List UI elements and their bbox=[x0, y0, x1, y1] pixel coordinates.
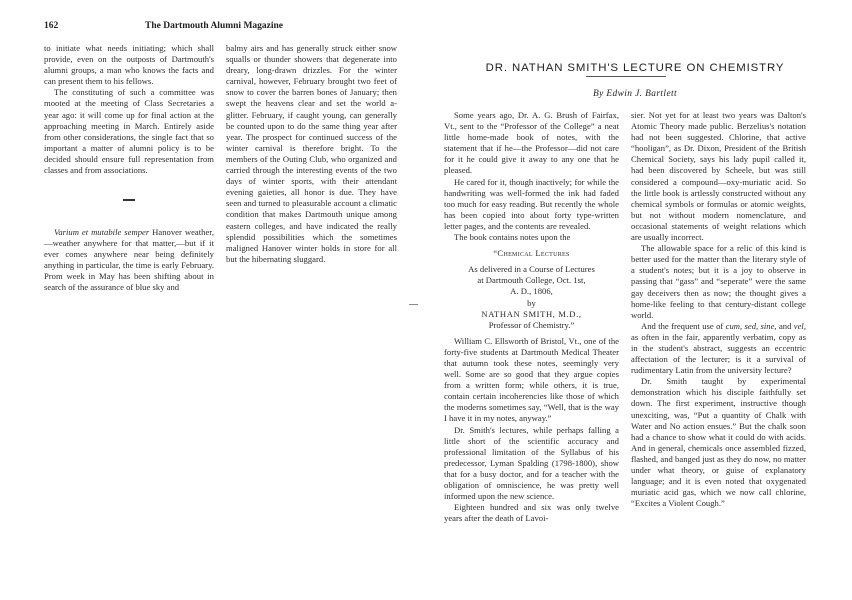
paragraph: Eighteen hundred and six was only twelve years after the death of Lavoi- bbox=[444, 502, 619, 524]
paragraph: Dr. Smith's lectures, while perhaps falling a little short of the scientific accuracy and professional limitation of the Syllabus of his predecessor, Lyman Spalding (1798-1800), show that for a busy doctor, and for a teacher with the obligation of omniscience, he was pretty well informed upon the new science. bbox=[444, 424, 619, 502]
paragraph: The constituting of such a committee was mooted at the meeting of Class Secretaries a year ago: it will come up for final action at the approaching meeting in March. Entirely aside from other considerations, the single fact that so important a matter of alumni policy is to be decided should ensure full representation from classes and from associations. bbox=[44, 87, 214, 176]
lecture-title-block bbox=[444, 248, 619, 331]
latin-word: vel, bbox=[793, 320, 806, 331]
paragraph: The book contains notes upon the bbox=[454, 232, 571, 243]
left-page-column-2 bbox=[226, 43, 397, 265]
paragraph: Some years ago, Dr. A. G. Brush of Fairfax, Vt., sent to the “Professor of the College” a neat little home-made book of notes, with the statement that if he—the Professor—did not care for it he could give it away to any one that he pleased. bbox=[444, 110, 619, 176]
article-title: DR. NATHAN SMITH'S LECTURE ON CHEMISTRY bbox=[485, 61, 785, 74]
latin-words: cum, sed, sine, bbox=[725, 320, 777, 331]
quote-heading: “Chemical Lectures bbox=[493, 248, 570, 259]
magazine-title: The Dartmouth Alumni Magazine bbox=[145, 21, 284, 31]
right-page-column-2 bbox=[631, 110, 806, 509]
quote-line: Professor of Chemistry.” bbox=[488, 319, 575, 330]
paragraph-text: as often in the fair, apparently verbatim, copy as in the student's abstract, suggests an eccentric affectation of the lecturer; is it a survival of rudimentary Latin from the university lecture? bbox=[631, 331, 806, 376]
paragraph-text: Hanover weather,—weather anywhere for that matter,—but if it ever comes anywhere near being definitely anything in particular, the time is early February. Prom week in May has been shifting about in search of the assurance of blue sky and bbox=[44, 226, 214, 293]
right-page-column-1 bbox=[444, 110, 619, 524]
right-page bbox=[430, 0, 852, 600]
paragraph-text: And the frequent use of bbox=[641, 320, 726, 331]
paragraph: The allowable space for a relic of this kind is better used for the matter than the literary style of a student's notes; but it is a joy to observe in passing that “gass” and “seperate” were the same gay deceivers then as now; the thought gives a home-like feeling to that century-distant college world. bbox=[631, 243, 806, 320]
gutter-mark bbox=[409, 304, 418, 305]
quote-line: As delivered in a Course of Lectures bbox=[468, 264, 595, 275]
paragraph: William C. Ellsworth of Bristol, Vt., one of the forty-five students at Dartmouth Medical Theater that autumn took these notes, seemingly very well. Some are so good that they argue copies from a written form; while others, it is true, contain certain incoherencies like those of which the moderns sometimes say, “Well, that is the way I have it in my notes, anyway.” bbox=[444, 335, 619, 424]
paragraph: sier. Not yet for at least two years was Dalton's Atomic Theory made public. Berzelius's notation had not been suggested. Chlorine, that active “hooligan”, as Dr. Dixon, President of the British Chemical Society, says his lady pupil called it, had been discovered by Scheele, but was still considered a compound—oxy-muriatic acid. So the little book is artlessly constructed without any chemical symbols or formulas or atomic weights, but not without modern nomenclature, and occasional statements of weight relations which are usually incorrect. bbox=[631, 110, 806, 243]
quote-line: by bbox=[527, 297, 536, 308]
paragraph: to initiate what needs initiating; which shall provide, even on the outposts of Dartmouth's alumni groups, a man who knows the facts and can present them to his fellows. bbox=[44, 43, 214, 87]
paragraph: He cared for it, though inactively; for while the handwriting was well-formed the ink had faded too much for easy reading. But recently the whole has been copied into about forty type-written letter pages, and the contents are revealed. bbox=[444, 176, 619, 231]
latin-phrase: Varium et mutabile semper bbox=[54, 226, 150, 237]
quote-line: A. D., 1806, bbox=[510, 286, 553, 297]
quote-author: NATHAN SMITH, M.D., bbox=[481, 308, 582, 319]
paragraph bbox=[44, 227, 214, 294]
paragraph: balmy airs and has generally struck either snow squalls or thunder showers that degenerate into dreary, long-drawn drizzles. For the winter carnival, however, February brought two feet of snow to cover the barren bones of January; then swept the heavens clear and set the world a-glitter. February, if caught young, can generally be counted upon to do the same thing year after year. The prospect for continued success of the winter carnival is therefore bright. To the members of the Outing Club, who organized and carried through the interesting events of the two days of winter sports, with their attendant evening gaieties, all honor is due. They have seen and turned to pleasurable account a climatic condition that makes Dartmouth unique among eastern colleges, and have indicated the really splendid possibilities which the sometimes maligned Hanover winter holds in store for all but the hibernating sluggard. bbox=[226, 43, 397, 264]
section-divider bbox=[123, 199, 135, 201]
paragraph-text: and bbox=[776, 320, 794, 331]
page-number: 162 bbox=[44, 21, 59, 31]
paragraph: Dr. Smith taught by experimental demonstration which his disciple faithfully set down. The first experiment, instructive though unexciting, was, “Put a quantity of Chalk with Water and No action ensues.” But the chalk soon had a chance to show what it could do with acids. And in general, chemicals once assembled fizzed, flashed, and banged just as they do now, no matter under what theory, or guise of explanatory language; and it is even noted that oxygenated muriatic acid gas, which we now call chlorine, “Excites a Violent Cough.” bbox=[631, 376, 806, 509]
paragraph bbox=[631, 321, 806, 376]
title-rule bbox=[586, 76, 666, 77]
byline: By Edwin J. Bartlett bbox=[592, 89, 678, 99]
left-page-column-1 bbox=[44, 43, 214, 293]
quote-line: at Dartmouth College, Oct. 1st, bbox=[477, 275, 586, 286]
